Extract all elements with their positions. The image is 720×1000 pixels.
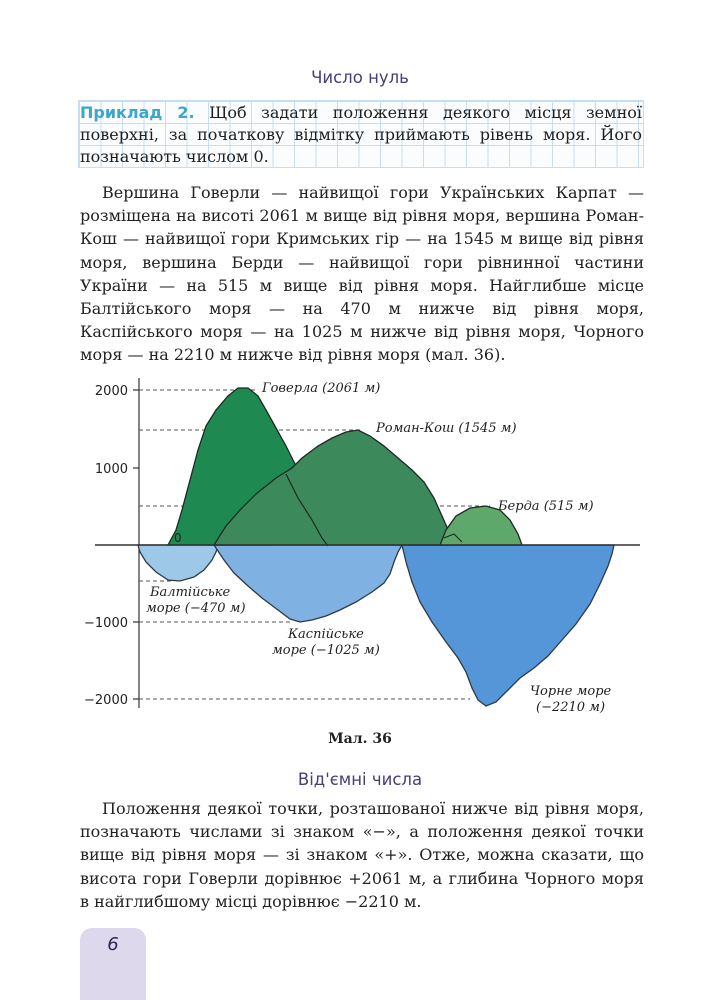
label-black-sea-line2: (−2210 м)	[536, 700, 606, 715]
paragraph-negative-text: Положення деякої точки, розташованої нижче від рівня моря, позначають числами зі знаком «−», а положення деякої точки вище від рівня моря — зі знаком «+». Отже, можна сказати, що висота гори Говерли дорівнює +2061 м, а глибина Чорного моря в найглибшому місці дорівнює −2210 м.	[80, 799, 644, 911]
paragraph-elevations-text: Вершина Говерли — найвищої гори Українських Карпат — розміщена на висоті 2061 м вище від рівня моря, вершина Роман-Кош — найвищої гори Кримських гір — на 1545 м вище від рівня моря, вершина Берди — найвищої гори рівнинної частини України — на 515 м вище від рівня моря. Найглибше місце Балтійського моря — на 470 м нижче від рівня моря, Каспійського моря — на 1025 м нижче від рівня моря, Чорного моря — на 2210 м нижче від рівня моря (мал. 36).	[80, 183, 644, 365]
tick-label: −2000	[84, 693, 128, 708]
label-caspian-line2: море (−1025 м)	[272, 643, 380, 658]
zero-label: 0	[174, 531, 182, 545]
elevation-figure	[0, 370, 720, 725]
tick-label: 1000	[94, 462, 128, 477]
label-black-sea-line1: Чорне море	[530, 684, 612, 699]
label-caspian-line1: Каспійське	[288, 627, 364, 642]
example-text: Щоб задати положення деякого місця земної поверхні, за початкову відмітку приймають рівень моря. Його позначають числом 0.	[80, 103, 643, 166]
page-number: 6	[107, 934, 119, 955]
label-hoverla: Говерла (2061 м)	[262, 381, 381, 396]
paragraph-elevations	[80, 181, 644, 367]
label-baltic-line2: море (−470 м)	[146, 601, 246, 616]
tick-label: −1000	[84, 616, 128, 631]
baltic-sea	[138, 545, 218, 581]
black-sea	[402, 545, 614, 706]
example-label: Приклад 2.	[80, 103, 195, 122]
section-title-negative: Від'ємні числа	[297, 770, 423, 789]
label-baltic-line1: Балтійське	[150, 585, 231, 600]
figure-caption: Мал. 36	[328, 731, 392, 747]
label-roman-kosh: Роман-Кош (1545 м)	[376, 421, 517, 436]
page-number-tab	[80, 928, 146, 1000]
example-block	[80, 102, 642, 168]
label-berda: Берда (515 м)	[498, 499, 594, 514]
section-title-zero: Число нуль	[311, 68, 409, 87]
paragraph-negative	[80, 797, 644, 913]
tick-label: 2000	[94, 384, 128, 399]
